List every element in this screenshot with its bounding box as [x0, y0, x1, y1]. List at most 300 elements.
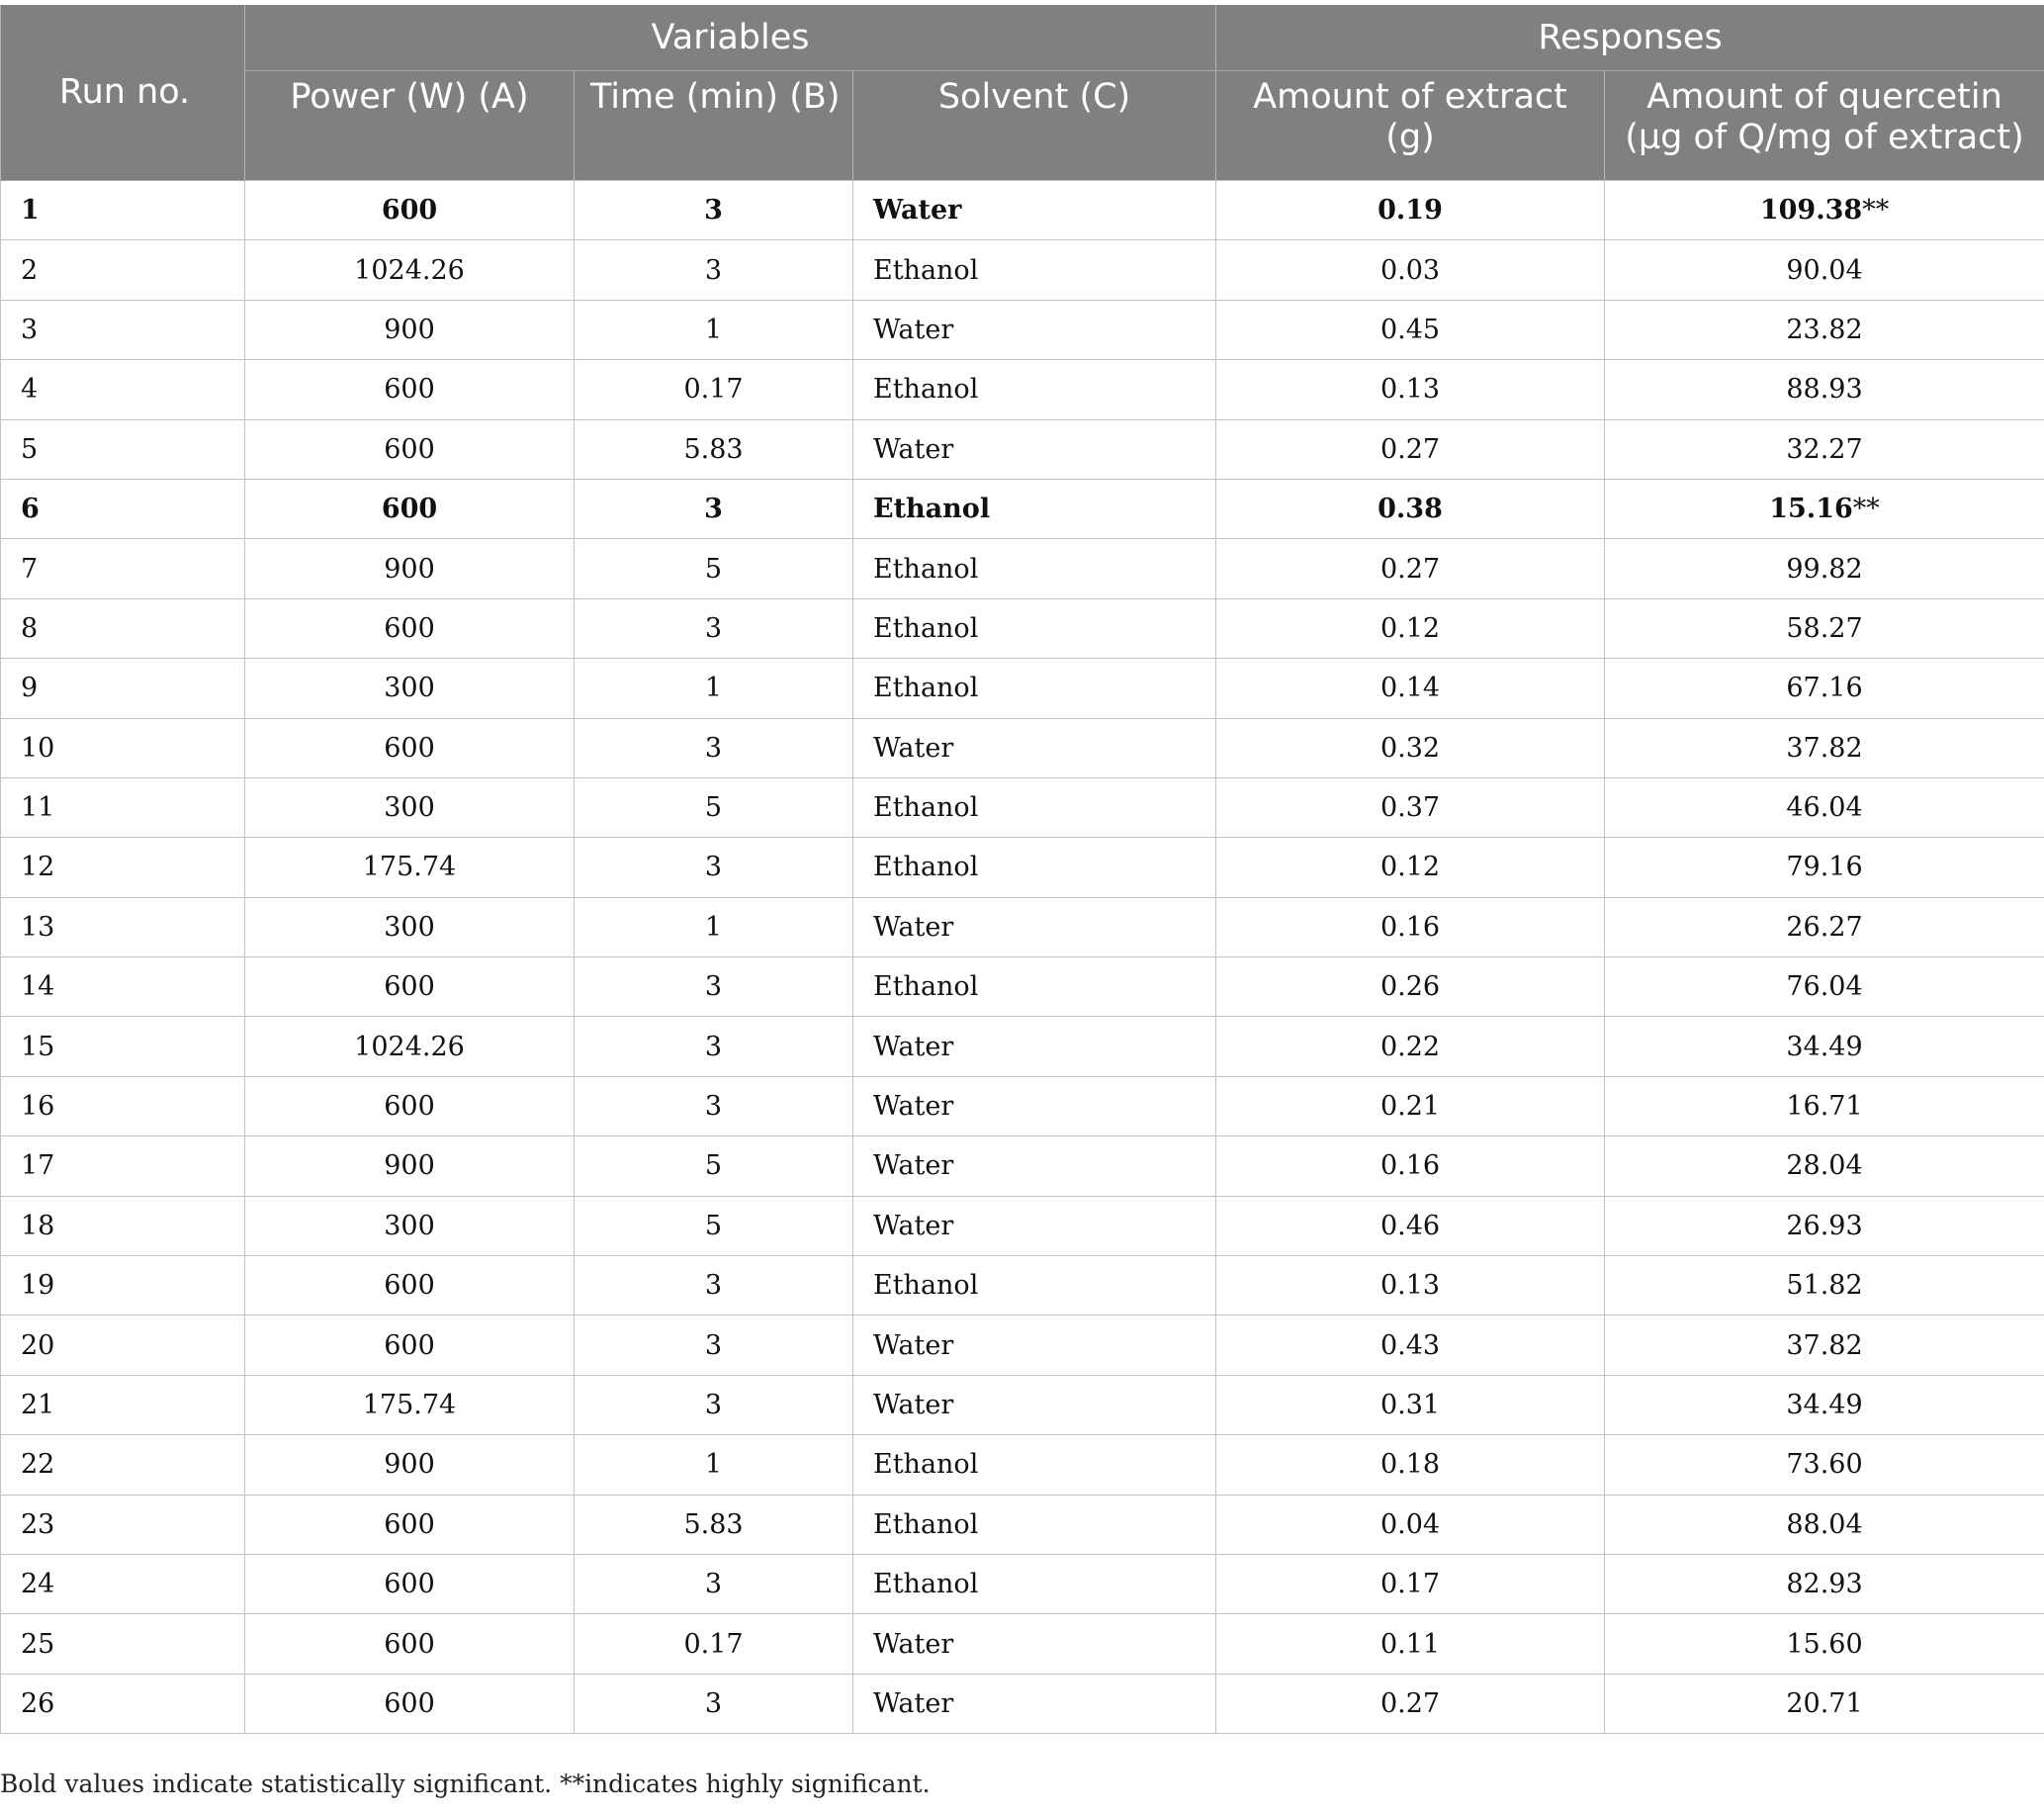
run-cell	[1, 360, 245, 419]
solvent-cell-value: Water	[873, 1150, 954, 1182]
time-cell-value: 3	[704, 1390, 723, 1420]
solvent-cell-value: Water	[873, 1091, 954, 1123]
solvent-cell	[853, 1017, 1216, 1076]
time-cell-value: 3	[704, 732, 723, 764]
time-cell-value: 3	[704, 1270, 723, 1302]
run-cell-value: 5	[21, 433, 39, 465]
power-cell	[245, 1076, 575, 1135]
time-cell-value: 3	[704, 195, 723, 227]
table-row	[1, 659, 2044, 718]
quercetin-cell-value: 109.38	[1759, 195, 1863, 227]
time-cell-value: 5	[704, 792, 723, 824]
table-row	[1, 1495, 2044, 1554]
extract-cell	[1216, 1554, 1605, 1613]
table-row	[1, 1196, 2044, 1255]
solvent-cell	[853, 1196, 1216, 1255]
time-header: Time (min) (B)	[575, 71, 853, 181]
run-cell-value: 7	[21, 553, 39, 585]
power-cell	[245, 1256, 575, 1316]
solvent-cell-value: Water	[873, 1329, 954, 1361]
solvent-cell-value: Water	[873, 1390, 954, 1420]
power-cell	[245, 598, 575, 658]
extract-cell	[1216, 1017, 1605, 1076]
time-cell	[575, 479, 853, 538]
quercetin-cell-value: 28.04	[1786, 1150, 1863, 1182]
extract-cell-value: 0.11	[1379, 1628, 1441, 1660]
run-cell-value: 10	[21, 732, 55, 764]
run-cell	[1, 897, 245, 956]
run-cell	[1, 1375, 245, 1434]
table-row	[1, 897, 2044, 956]
quercetin-cell-value: 51.82	[1786, 1270, 1863, 1302]
power-cell	[245, 360, 575, 419]
time-cell-value: 1	[704, 1449, 723, 1481]
run-cell-value: 20	[21, 1329, 55, 1361]
extract-cell-value: 0.31	[1379, 1390, 1441, 1420]
power-cell	[245, 1554, 575, 1613]
solvent-cell-value: Ethanol	[873, 971, 979, 1003]
solvent-cell	[853, 300, 1216, 359]
run-cell	[1, 240, 245, 300]
time-cell	[575, 181, 853, 240]
power-cell	[245, 181, 575, 240]
extract-cell-value: 0.26	[1379, 971, 1441, 1003]
time-cell-value: 1	[704, 911, 723, 943]
quercetin-cell-value: 26.27	[1786, 911, 1863, 943]
power-cell	[245, 1495, 575, 1554]
extract-cell-value: 0.14	[1379, 673, 1441, 704]
extract-cell	[1216, 419, 1605, 479]
power-cell-value: 600	[384, 1329, 435, 1361]
table-row	[1, 598, 2044, 658]
table-row	[1, 360, 2044, 419]
quercetin-cell	[1605, 1076, 2044, 1135]
table-row	[1, 300, 2044, 359]
table-row	[1, 718, 2044, 777]
extract-cell-value: 0.12	[1379, 612, 1441, 644]
power-cell	[245, 1614, 575, 1674]
extract-cell-value: 0.38	[1377, 494, 1443, 525]
solvent-cell	[853, 598, 1216, 658]
quercetin-cell	[1605, 360, 2044, 419]
table-body	[1, 181, 2044, 1734]
extract-cell	[1216, 1196, 1605, 1255]
extract-cell-value: 0.19	[1377, 195, 1443, 227]
quercetin-cell-value: 88.04	[1786, 1508, 1863, 1540]
extraction-results-table	[0, 5, 2044, 1734]
extract-cell-value: 0.04	[1379, 1508, 1441, 1540]
quercetin-cell-value: 34.49	[1786, 1031, 1863, 1062]
extract-cell-value: 0.46	[1379, 1210, 1441, 1241]
table-row	[1, 479, 2044, 538]
run-cell	[1, 659, 245, 718]
run-cell-value: 3	[21, 314, 39, 345]
solvent-cell-value: Ethanol	[873, 673, 979, 704]
solvent-cell	[853, 1674, 1216, 1733]
solvent-cell	[853, 1435, 1216, 1495]
quercetin-cell-value: 99.82	[1786, 553, 1863, 585]
power-cell	[245, 1375, 575, 1434]
significance-mark: **	[1862, 195, 1890, 227]
extract-cell-value: 0.21	[1379, 1091, 1441, 1123]
run-cell-value: 1	[21, 195, 40, 227]
time-cell-value: 3	[704, 1569, 723, 1600]
time-cell-value: 3	[704, 254, 723, 286]
run-cell-value: 24	[21, 1569, 55, 1600]
extract-cell	[1216, 897, 1605, 956]
power-cell	[245, 419, 575, 479]
power-cell-value: 600	[384, 1091, 435, 1123]
solvent-cell	[853, 718, 1216, 777]
extract-cell	[1216, 1076, 1605, 1135]
solvent-cell	[853, 957, 1216, 1017]
power-cell	[245, 1316, 575, 1375]
extract-cell	[1216, 1614, 1605, 1674]
power-cell-value: 900	[384, 1150, 435, 1182]
solvent-cell-value: Water	[873, 195, 962, 227]
run-cell-value: 18	[21, 1210, 55, 1241]
table-row	[1, 838, 2044, 897]
table-row	[1, 419, 2044, 479]
time-cell	[575, 897, 853, 956]
time-cell	[575, 539, 853, 598]
extract-cell	[1216, 659, 1605, 718]
solvent-cell	[853, 1076, 1216, 1135]
extract-cell	[1216, 838, 1605, 897]
quercetin-cell-value: 46.04	[1786, 792, 1863, 824]
time-cell	[575, 1554, 853, 1613]
time-cell-value: 3	[704, 494, 723, 525]
solvent-cell	[853, 181, 1216, 240]
quercetin-cell	[1605, 1674, 2044, 1733]
time-cell	[575, 1375, 853, 1434]
run-cell-value: 4	[21, 374, 39, 406]
quercetin-cell-value: 82.93	[1786, 1569, 1863, 1600]
solvent-cell-value: Ethanol	[873, 612, 979, 644]
quercetin-cell	[1605, 1316, 2044, 1375]
table-row	[1, 1614, 2044, 1674]
run-cell-value: 14	[21, 971, 55, 1003]
extract-cell	[1216, 240, 1605, 300]
quercetin-amount-header: Amount of quercetin (µg of Q/mg of extract)	[1605, 71, 2044, 181]
solvent-cell	[853, 1614, 1216, 1674]
time-cell-value: 3	[704, 852, 723, 883]
solvent-cell-value: Ethanol	[873, 1569, 979, 1600]
extract-cell	[1216, 777, 1605, 837]
time-cell	[575, 659, 853, 718]
extract-cell	[1216, 1136, 1605, 1196]
quercetin-cell-value: 15.60	[1786, 1628, 1863, 1660]
extract-amount-header: Amount of extract (g)	[1216, 71, 1605, 181]
solvent-cell-value: Water	[873, 911, 954, 943]
run-cell-value: 26	[21, 1687, 55, 1719]
time-cell	[575, 838, 853, 897]
quercetin-cell	[1605, 838, 2044, 897]
extract-cell-value: 0.37	[1379, 792, 1441, 824]
run-cell	[1, 1435, 245, 1495]
solvent-cell	[853, 1554, 1216, 1613]
extract-cell-value: 0.18	[1379, 1449, 1441, 1481]
time-cell-value: 3	[704, 1687, 723, 1719]
quercetin-cell	[1605, 1554, 2044, 1613]
time-cell	[575, 777, 853, 837]
time-cell-value: 5.83	[683, 433, 744, 465]
time-cell-value: 0.17	[683, 374, 744, 406]
power-cell	[245, 1196, 575, 1255]
extract-cell	[1216, 1674, 1605, 1733]
time-cell-value: 5	[704, 1210, 723, 1241]
run-cell-value: 21	[21, 1390, 55, 1420]
time-cell-value: 0.17	[683, 1628, 744, 1660]
power-cell-value: 600	[384, 1687, 435, 1719]
time-cell-value: 5	[704, 1150, 723, 1182]
extract-cell	[1216, 181, 1605, 240]
solvent-cell	[853, 1495, 1216, 1554]
significance-mark: **	[1852, 494, 1880, 525]
solvent-cell-value: Water	[873, 1687, 954, 1719]
quercetin-cell-value: 20.71	[1786, 1687, 1863, 1719]
run-cell-value: 17	[21, 1150, 55, 1182]
solvent-cell	[853, 539, 1216, 598]
power-cell	[245, 777, 575, 837]
time-cell	[575, 419, 853, 479]
time-cell-value: 3	[704, 1091, 723, 1123]
time-cell	[575, 1614, 853, 1674]
quercetin-cell	[1605, 240, 2044, 300]
quercetin-cell-value: 73.60	[1786, 1449, 1863, 1481]
quercetin-cell-value: 26.93	[1786, 1210, 1863, 1241]
time-cell	[575, 1435, 853, 1495]
solvent-cell-value: Water	[873, 732, 954, 764]
extract-cell	[1216, 360, 1605, 419]
extract-cell	[1216, 718, 1605, 777]
power-cell-value: 1024.26	[354, 1031, 465, 1062]
run-cell	[1, 1495, 245, 1554]
quercetin-cell	[1605, 897, 2044, 956]
power-cell-value: 600	[384, 1569, 435, 1600]
header-group-row	[1, 5, 2044, 71]
quercetin-cell-value: 16.71	[1786, 1091, 1863, 1123]
run-cell	[1, 181, 245, 240]
quercetin-cell-value: 88.93	[1786, 374, 1863, 406]
run-cell	[1, 1614, 245, 1674]
extract-cell	[1216, 539, 1605, 598]
extract-cell-value: 0.13	[1379, 1270, 1441, 1302]
power-cell	[245, 897, 575, 956]
quercetin-cell-value: 23.82	[1786, 314, 1863, 345]
power-cell-value: 600	[384, 612, 435, 644]
extract-cell-value: 0.12	[1379, 852, 1441, 883]
quercetin-cell-value: 58.27	[1786, 612, 1863, 644]
run-cell-value: 13	[21, 911, 55, 943]
time-cell	[575, 1256, 853, 1316]
extract-cell	[1216, 1256, 1605, 1316]
time-cell-value: 3	[704, 1329, 723, 1361]
power-cell	[245, 659, 575, 718]
run-cell	[1, 300, 245, 359]
power-cell-value: 1024.26	[354, 254, 465, 286]
power-cell	[245, 300, 575, 359]
quercetin-cell-value: 79.16	[1786, 852, 1863, 883]
run-cell	[1, 539, 245, 598]
power-cell	[245, 1136, 575, 1196]
power-cell-value: 600	[381, 494, 438, 525]
run-cell-value: 2	[21, 254, 39, 286]
extract-cell	[1216, 1375, 1605, 1434]
quercetin-cell	[1605, 1614, 2044, 1674]
extract-cell	[1216, 1435, 1605, 1495]
solvent-cell-value: Water	[873, 1210, 954, 1241]
time-cell-value: 5.83	[683, 1508, 744, 1540]
run-cell	[1, 1136, 245, 1196]
quercetin-cell	[1605, 1196, 2044, 1255]
power-cell-value: 300	[384, 673, 435, 704]
run-cell-value: 23	[21, 1508, 55, 1540]
solvent-cell	[853, 360, 1216, 419]
quercetin-cell-value: 34.49	[1786, 1390, 1863, 1420]
table-row	[1, 1435, 2044, 1495]
header-column-row	[1, 71, 2044, 181]
run-cell	[1, 957, 245, 1017]
solvent-cell-value: Ethanol	[873, 374, 979, 406]
quercetin-cell	[1605, 777, 2044, 837]
extract-cell-value: 0.22	[1379, 1031, 1441, 1062]
power-cell-value: 300	[384, 1210, 435, 1241]
extract-cell-value: 0.45	[1379, 314, 1441, 345]
time-cell	[575, 1136, 853, 1196]
quercetin-cell-value: 37.82	[1786, 1329, 1863, 1361]
power-cell-value: 600	[384, 433, 435, 465]
run-cell	[1, 1554, 245, 1613]
solvent-cell-value: Ethanol	[873, 1270, 979, 1302]
solvent-cell-value: Ethanol	[873, 1449, 979, 1481]
variables-group-header: Variables	[245, 5, 1216, 71]
power-cell-value: 600	[384, 1628, 435, 1660]
extract-cell-value: 0.16	[1379, 1150, 1441, 1182]
quercetin-cell-value: 90.04	[1786, 254, 1863, 286]
time-cell	[575, 1196, 853, 1255]
table-row	[1, 1375, 2044, 1434]
quercetin-cell-value: 32.27	[1786, 433, 1863, 465]
quercetin-cell	[1605, 181, 2044, 240]
extract-cell-value: 0.03	[1379, 254, 1441, 286]
time-cell	[575, 718, 853, 777]
time-cell-value: 3	[704, 971, 723, 1003]
quercetin-cell	[1605, 300, 2044, 359]
table-row	[1, 240, 2044, 300]
run-cell	[1, 598, 245, 658]
solvent-cell-value: Ethanol	[873, 553, 979, 585]
run-cell-value: 9	[21, 673, 39, 704]
time-cell	[575, 957, 853, 1017]
power-cell	[245, 838, 575, 897]
quercetin-cell	[1605, 659, 2044, 718]
time-cell	[575, 1316, 853, 1375]
run-cell	[1, 419, 245, 479]
extract-cell-value: 0.13	[1379, 374, 1441, 406]
quercetin-cell	[1605, 1375, 2044, 1434]
extract-cell	[1216, 1495, 1605, 1554]
power-cell-value: 600	[384, 732, 435, 764]
extract-cell	[1216, 1316, 1605, 1375]
power-cell	[245, 718, 575, 777]
run-cell-value: 22	[21, 1449, 55, 1481]
run-cell	[1, 1674, 245, 1733]
quercetin-cell-value: 67.16	[1786, 673, 1863, 704]
solvent-header: Solvent (C)	[853, 71, 1216, 181]
table-row	[1, 1076, 2044, 1135]
time-cell	[575, 1017, 853, 1076]
table-row	[1, 777, 2044, 837]
solvent-cell	[853, 1136, 1216, 1196]
solvent-cell	[853, 1375, 1216, 1434]
power-cell	[245, 1017, 575, 1076]
run-cell-value: 12	[21, 852, 55, 883]
table-header	[1, 5, 2044, 181]
run-cell-value: 8	[21, 612, 39, 644]
extract-cell-value: 0.43	[1379, 1329, 1441, 1361]
time-cell	[575, 1674, 853, 1733]
power-cell	[245, 1674, 575, 1733]
quercetin-cell	[1605, 1435, 2044, 1495]
run-cell	[1, 1316, 245, 1375]
table-row	[1, 957, 2044, 1017]
power-cell-value: 600	[384, 1270, 435, 1302]
run-cell-value: 16	[21, 1091, 55, 1123]
extract-cell	[1216, 598, 1605, 658]
quercetin-cell	[1605, 419, 2044, 479]
time-cell-value: 1	[704, 673, 723, 704]
run-cell	[1, 1017, 245, 1076]
table-row	[1, 181, 2044, 240]
solvent-cell-value: Ethanol	[873, 792, 979, 824]
table-footnote: Bold values indicate statistically significant. **indicates highly significant.	[0, 1770, 931, 1798]
table-row	[1, 1017, 2044, 1076]
run-cell	[1, 777, 245, 837]
time-cell-value: 1	[704, 314, 723, 345]
quercetin-cell	[1605, 718, 2044, 777]
power-cell-value: 900	[384, 1449, 435, 1481]
solvent-cell	[853, 838, 1216, 897]
extract-cell	[1216, 957, 1605, 1017]
table-row	[1, 1674, 2044, 1733]
quercetin-cell	[1605, 1136, 2044, 1196]
solvent-cell	[853, 479, 1216, 538]
time-cell-value: 3	[704, 612, 723, 644]
run-cell-value: 19	[21, 1270, 55, 1302]
solvent-cell-value: Water	[873, 1031, 954, 1062]
power-header: Power (W) (A)	[245, 71, 575, 181]
table-row	[1, 1136, 2044, 1196]
run-cell	[1, 718, 245, 777]
power-cell	[245, 479, 575, 538]
power-cell-value: 600	[381, 195, 438, 227]
power-cell-value: 175.74	[362, 1390, 457, 1420]
quercetin-cell	[1605, 1495, 2044, 1554]
data-table-container	[0, 5, 2044, 1734]
quercetin-cell-value: 15.16	[1769, 494, 1853, 525]
solvent-cell	[853, 897, 1216, 956]
power-cell-value: 600	[384, 374, 435, 406]
power-cell-value: 600	[384, 1508, 435, 1540]
power-cell-value: 175.74	[362, 852, 457, 883]
table-row	[1, 1316, 2044, 1375]
extract-cell-value: 0.17	[1379, 1569, 1441, 1600]
quercetin-cell	[1605, 598, 2044, 658]
solvent-cell	[853, 659, 1216, 718]
extract-cell-value: 0.27	[1379, 433, 1441, 465]
responses-group-header: Responses	[1216, 5, 2044, 71]
